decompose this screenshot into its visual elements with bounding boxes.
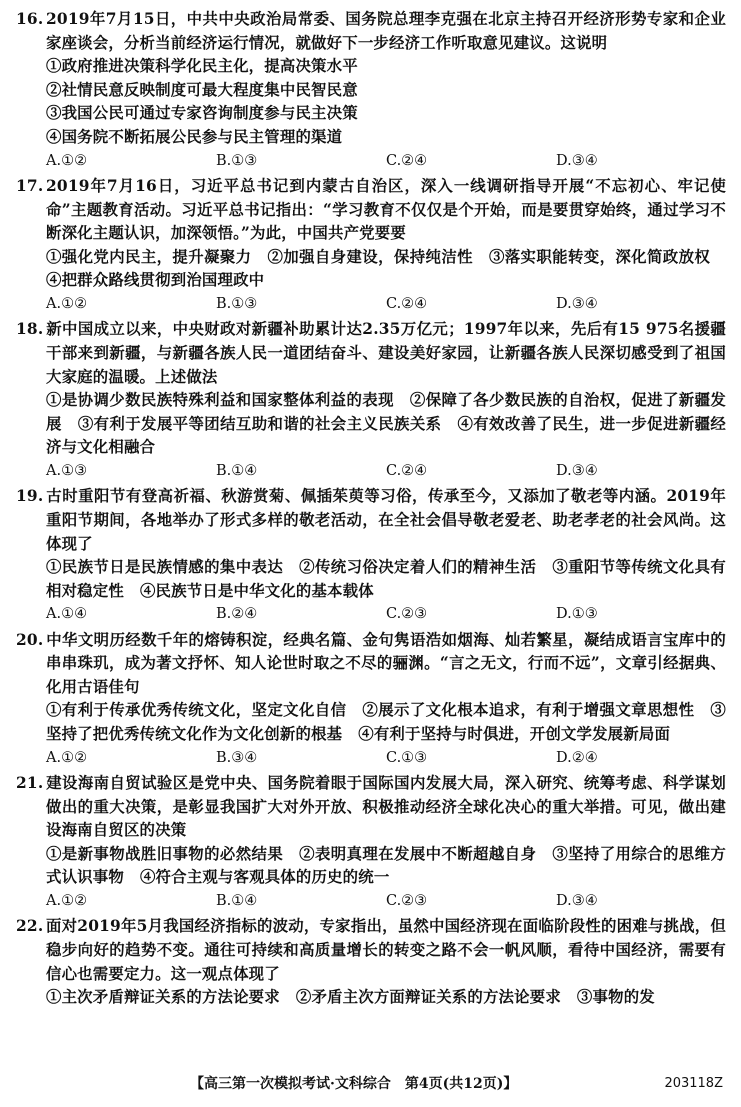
exam-page [16, 8, 726, 1010]
statement-item: ①主次矛盾辩证关系的方法论要求 [46, 988, 280, 1007]
answer-option[interactable]: C.②③ [386, 893, 428, 910]
statement-item: ①是新事物战胜旧事物的必然结果 [46, 844, 284, 863]
question-stem [16, 629, 726, 700]
statement-group [16, 55, 726, 149]
statement-item: ④有效改善了民生，进一步促进新疆经济与文化相融合 [46, 414, 726, 457]
answer-option[interactable]: C.②④ [386, 152, 428, 169]
question-stem-text: 2019年7月16日，习近平总书记到内蒙古自治区，深入一线调研指导开展“不忘初心、牢记使命”主题教育活动。习近平总书记指出：“学习教育不仅仅是个开始，而是要贯穿始终，通过学习不断深化主题认识，加深领悟。”为此，中国共产党要要 [46, 176, 726, 243]
answer-option[interactable]: B.③④ [216, 749, 258, 766]
answer-option[interactable]: D.②④ [556, 749, 598, 766]
answer-option[interactable]: B.①③ [216, 295, 258, 312]
statement-item: ①政府推进决策科学化民主化，提高决策水平 [46, 57, 358, 76]
statement-group [16, 699, 726, 746]
question-stem [16, 915, 726, 986]
statement-item: ④有利于坚持与时俱进，开创文学发展新局面 [358, 725, 671, 744]
statement-item: ②展示了文化根本追求，有利于增强文章思想性 [362, 701, 695, 720]
question-stem-text: 建设海南自贸试验区是党中央、国务院着眼于国际国内发展大局，深入研究、统筹考虑、科学谋划做出的重大决策，是彰显我国扩大对外开放、积极推动经济全球化决心的重大举措。可见，做出建设海南自贸区的决策 [46, 774, 726, 840]
statement-item: ①是协调少数民族特殊利益和国家整体利益的表现 [46, 391, 394, 410]
answer-option[interactable]: A.①② [46, 893, 88, 910]
answer-options [16, 747, 726, 770]
question-number: 21. [16, 774, 44, 793]
question-21 [16, 772, 726, 913]
answer-option[interactable]: C.①③ [386, 749, 428, 766]
statement-item: ②加强自身建设，保持纯洁性 [267, 247, 473, 266]
footer-page-info: 【高三第一次模拟考试·文科综合 第4页(共12页)】 [190, 1076, 518, 1092]
question-number: 22. [16, 917, 44, 936]
statement-item: ③有利于发展平等团结互助和谐的社会主义民族关系 [77, 414, 442, 433]
statement-item: ③坚持了把优秀传统文化作为文化创新的根基 [46, 701, 726, 744]
statement-item: ③我国公民可通过专家咨询制度参与民主决策 [46, 104, 358, 123]
statement-group [16, 246, 726, 293]
answer-option[interactable]: B.①④ [216, 462, 258, 479]
question-stem-text: 古时重阳节有登高祈福、秋游赏菊、佩插茱萸等习俗，传承至今，又添加了敬老等内涵。2019年重阳节期间，各地举办了形式多样的敬老活动，在全社会倡导敬老爱老、助老孝老的社会风尚。这体现了 [46, 487, 726, 553]
question-18 [16, 318, 726, 483]
answer-option[interactable]: B.①③ [216, 152, 258, 169]
question-stem-text: 面对2019年5月我国经济指标的波动，专家指出，虽然中国经济现在面临阶段性的困难与挑战，但稳步向好的趋势不变。通往可持续和高质量增长的转变之路不会一帆风顺，看待中国经济，需要有信心也需要定力。这一观点体现了 [46, 917, 726, 983]
footer-paper-code: 203118Z [664, 1076, 723, 1091]
answer-option[interactable]: A.①② [46, 152, 88, 169]
question-16 [16, 8, 726, 173]
answer-option[interactable]: D.③④ [556, 295, 598, 312]
answer-option[interactable]: D.③④ [556, 893, 598, 910]
answer-options [16, 460, 726, 483]
statement-item: ④把群众路线贯彻到治国理政中 [46, 271, 265, 290]
question-19 [16, 485, 726, 626]
question-stem [16, 8, 726, 55]
statement-item: ①强化党内民主，提升凝聚力 [46, 247, 252, 266]
statement-item: ②社情民意反映制度可最大程度集中民智民意 [46, 80, 358, 99]
statement-item: ④国务院不断拓展公民参与民主管理的渠道 [46, 127, 343, 146]
statement-item: ④民族节日是中华文化的基本载体 [139, 581, 374, 600]
answer-option[interactable]: A.①③ [46, 462, 88, 479]
question-number: 17. [16, 176, 44, 195]
question-stem [16, 772, 726, 843]
statement-item: ②表明真理在发展中不断超越自身 [299, 844, 537, 863]
question-number: 18. [16, 320, 44, 339]
statement-group [16, 389, 726, 460]
statement-item: ①民族节日是民族情感的集中表达 [46, 558, 284, 577]
page-footer [0, 1072, 741, 1096]
question-stem [16, 485, 726, 556]
statement-item: ③坚持了用综合的思维方式认识事物 [46, 844, 726, 887]
question-17 [16, 175, 726, 316]
statement-item: ④符合主观与客观具体的历史的统一 [139, 868, 390, 887]
question-stem [16, 175, 726, 246]
answer-option[interactable]: C.②④ [386, 462, 428, 479]
statement-item: ③事物的发 [576, 988, 655, 1007]
answer-option[interactable]: C.②③ [386, 606, 428, 623]
answer-options [16, 890, 726, 913]
answer-option[interactable]: D.③④ [556, 462, 598, 479]
answer-option[interactable]: A.①④ [46, 606, 88, 623]
answer-options [16, 150, 726, 173]
statement-item: ②矛盾主次方面辩证关系的方法论要求 [295, 988, 561, 1007]
statement-item: ②保障了各少数民族的自治权，促进了新疆发展 [46, 391, 726, 433]
question-number: 19. [16, 487, 44, 506]
statement-item: ②传统习俗决定着人们的精神生活 [299, 558, 537, 577]
answer-option[interactable]: B.②④ [216, 606, 258, 623]
question-number: 20. [16, 630, 44, 649]
question-20 [16, 629, 726, 770]
answer-options [16, 293, 726, 316]
question-stem [16, 318, 726, 389]
answer-option[interactable]: A.①② [46, 295, 88, 312]
statement-item: ①有利于传承优秀传统文化，坚定文化自信 [46, 701, 347, 720]
question-stem-text: 中华文明历经数千年的熔铸积淀，经典名篇、金句隽语浩如烟海、灿若繁星，凝结成语言宝库中的串串珠玑，成为著文抒怀、知人论世时取之不尽的骊渊。“言之无文，行而不远”，文章引经据典、化用古语佳句 [46, 630, 726, 696]
question-stem-text: 2019年7月15日，中共中央政治局常委、国务院总理李克强在北京主持召开经济形势专家和企业家座谈会，分析当前经济运行情况，就做好下一步经济工作听取意见建议。这说明 [46, 10, 726, 52]
statement-item: ③落实职能转变，深化简政放权 [488, 247, 710, 266]
answer-option[interactable]: D.③④ [556, 152, 598, 169]
question-number: 16. [16, 10, 44, 28]
statement-item: ③重阳节等传统文化具有相对稳定性 [46, 558, 726, 600]
question-stem-text: 新中国成立以来，中央财政对新疆补助累计达2.35万亿元；1997年以来，先后有15 975名援疆干部来到新疆，与新疆各族人民一道团结奋斗、建设美好家园，让新疆各族人民深切感受到了祖国大家庭的温暖。上述做法 [46, 320, 726, 386]
answer-options [16, 603, 726, 626]
statement-group [16, 556, 726, 603]
question-22 [16, 915, 726, 1009]
answer-option[interactable]: D.①③ [556, 606, 598, 623]
answer-option[interactable]: B.①④ [216, 893, 258, 910]
answer-option[interactable]: C.②④ [386, 295, 428, 312]
statement-group [16, 986, 726, 1010]
answer-option[interactable]: A.①② [46, 749, 88, 766]
statement-group [16, 843, 726, 890]
